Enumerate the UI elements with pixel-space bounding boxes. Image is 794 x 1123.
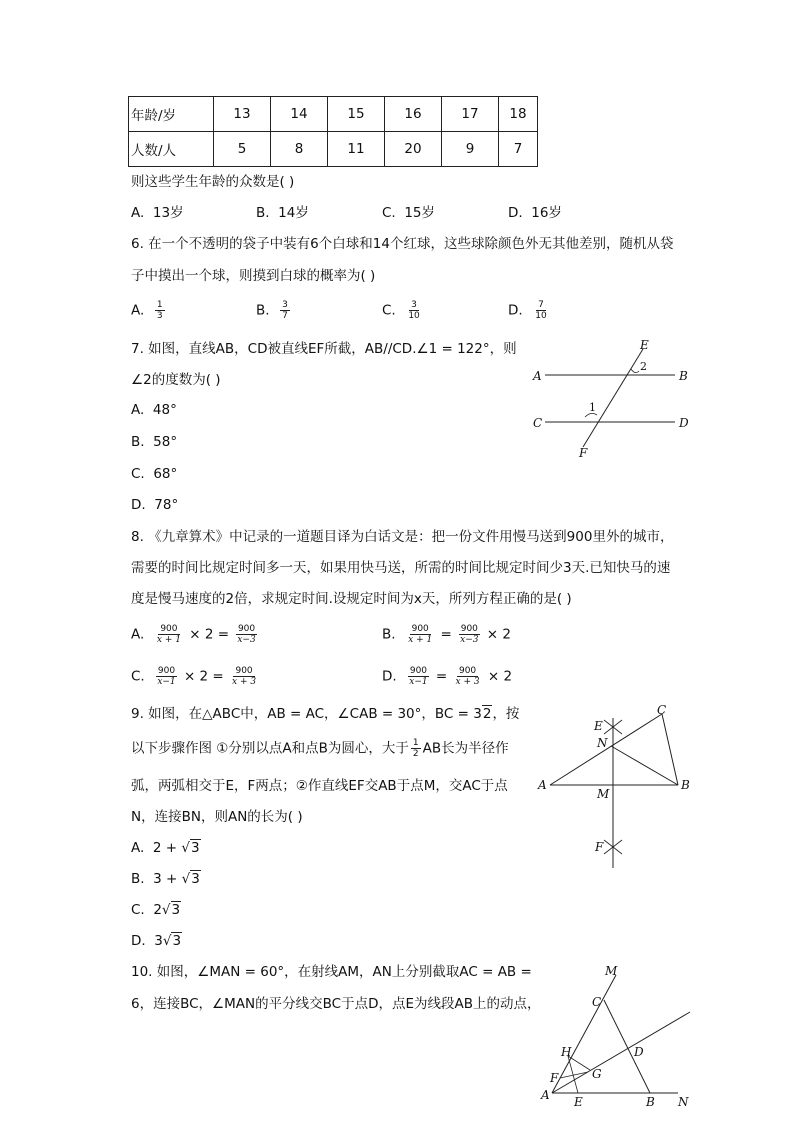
q9-line4: N，连接BN，则AN的长为( ) — [131, 809, 303, 825]
table-cell: 16 — [385, 97, 442, 132]
q8-line3: 度是慢马速度的2倍，求规定时间.设规定时间为x天，所列方程正确的是( ) — [131, 591, 572, 607]
q7-option-a: A. 48° — [131, 402, 177, 418]
table-cell: 17 — [442, 97, 499, 132]
q9-figure — [530, 700, 710, 875]
q7-option-c: C. 68° — [131, 466, 178, 482]
label-E: E — [574, 1095, 583, 1109]
q5-option-b: B. 14岁 — [256, 205, 309, 221]
q7-figure — [525, 335, 705, 465]
q9-option-c: C. 2√3 — [131, 902, 181, 918]
label-N: N — [678, 1095, 689, 1109]
q8-line1: 8. 《九章算术》中记录的一道题目译为白话文是：把一份文件用慢马送到900里外的城市， — [131, 529, 674, 545]
q6-option-c: C. $\frac{3}{10}$ — [382, 300, 420, 321]
q6-line2: 子中摸出一个球，则摸到白球的概率为( ) — [131, 268, 376, 284]
label-F: F — [550, 1071, 559, 1085]
label-C: C — [657, 703, 667, 717]
q8-option-d: D. $\frac{900}{x-1}$ = $\frac{900}{x + 3}$ × 2 — [382, 666, 513, 687]
label-G: G — [592, 1067, 602, 1081]
q9-option-b: B. 3 + √3 — [131, 871, 200, 887]
q7-option-b: B. 58° — [131, 434, 178, 450]
label-B: B — [681, 778, 690, 792]
q7-line1: 7. 如图，直线AB，CD被直线EF所截，AB//CD.∠1 = 122°，则 — [131, 341, 517, 357]
q8-option-c: C. $\frac{900}{x-1}$ × 2 = $\frac{900}{x + 3}$ — [131, 666, 257, 687]
angle-2-arc — [631, 369, 639, 373]
table-cell: 20 — [385, 132, 442, 167]
q6-line1: 6. 在一个不透明的袋子中装有6个白球和14个红球，这些球除颜色外无其他差别，随机从袋 — [131, 236, 674, 252]
table-cell: 11 — [328, 132, 385, 167]
label-A: A — [541, 1088, 550, 1102]
q9-line2: 以下步骤作图 ①分别以点A和点B为圆心，大于 $\frac{1}{2}$ AB长为半径作 — [131, 738, 509, 759]
q9-line1: 9. 如图，在△ABC中，AB = AC，∠CAB = 30°，BC = 32，按 — [131, 706, 520, 722]
label-1: 1 — [589, 401, 596, 414]
q6-option-a: A. $\frac{1}{3}$ — [131, 300, 163, 321]
q9-option-d: D. 3√3 — [131, 933, 182, 949]
label-A: A — [538, 778, 547, 792]
table-cell: 13 — [214, 97, 271, 132]
label-C: C — [533, 416, 543, 430]
label-E: E — [594, 719, 603, 733]
label-B: B — [646, 1095, 655, 1109]
q5-stem: 则这些学生年龄的众数是( ) — [131, 174, 295, 190]
label-E: E — [640, 338, 649, 352]
table-cell: 5 — [214, 132, 271, 167]
q6-option-d: D. $\frac{7}{10}$ — [508, 300, 547, 321]
q8-line2: 需要的时间比规定时间多一天，如果用快马送，所需的时间比规定时间少3天.已知快马的速 — [131, 560, 671, 576]
table-row — [129, 132, 538, 167]
label-C: C — [592, 995, 602, 1009]
table-cell: 14 — [271, 97, 328, 132]
q6-option-b: B. $\frac{3}{7}$ — [256, 300, 288, 321]
table-cell: 8 — [271, 132, 328, 167]
label-F: F — [595, 840, 604, 854]
table-cell: 18 — [499, 97, 538, 132]
q8-option-b: B. $\frac{900}{x + 1}$ = $\frac{900}{x-3}$ × 2 — [382, 624, 511, 645]
table-cell: 15 — [328, 97, 385, 132]
label-M: M — [597, 787, 610, 801]
label-H: H — [561, 1045, 572, 1059]
table-row — [129, 97, 538, 132]
q8-option-a: A. $\frac{900}{x + 1}$ × 2 = $\frac{900}{x-3}$ — [131, 624, 256, 645]
label-D: D — [634, 1045, 644, 1059]
table-cell: 7 — [499, 132, 538, 167]
q10-line1: 10. 如图，∠MAN = 60°，在射线AM，AN上分别截取AC = AB = — [131, 964, 532, 980]
q9-line3: 弧，两弧相交于E，F两点；②作直线EF交AB于点M，交AC于点 — [131, 778, 508, 794]
q5-option-c: C. 15岁 — [382, 205, 435, 221]
q7-line2: ∠2的度数为( ) — [131, 372, 221, 388]
q9-option-a: A. 2 + √3 — [131, 840, 200, 856]
sqrt-2: 2 — [482, 706, 492, 722]
label-2: 2 — [640, 360, 647, 373]
label-F: F — [579, 446, 588, 460]
q10-line2: 6，连接BC，∠MAN的平分线交BC于点D，点E为线段AB上的动点， — [131, 996, 541, 1012]
q5-option-d: D. 16岁 — [508, 205, 562, 221]
table-header-count: 人数/人 — [129, 132, 214, 167]
q5-option-a: A. 13岁 — [131, 205, 184, 221]
label-N: N — [597, 736, 608, 750]
age-table — [128, 96, 538, 167]
label-B: B — [679, 369, 688, 383]
label-M: M — [605, 964, 618, 978]
q10-figure — [538, 960, 698, 1110]
table-cell: 9 — [442, 132, 499, 167]
label-D: D — [679, 416, 689, 430]
label-A: A — [533, 369, 542, 383]
q7-option-d: D. 78° — [131, 497, 179, 513]
table-header-age: 年龄/岁 — [129, 97, 214, 132]
